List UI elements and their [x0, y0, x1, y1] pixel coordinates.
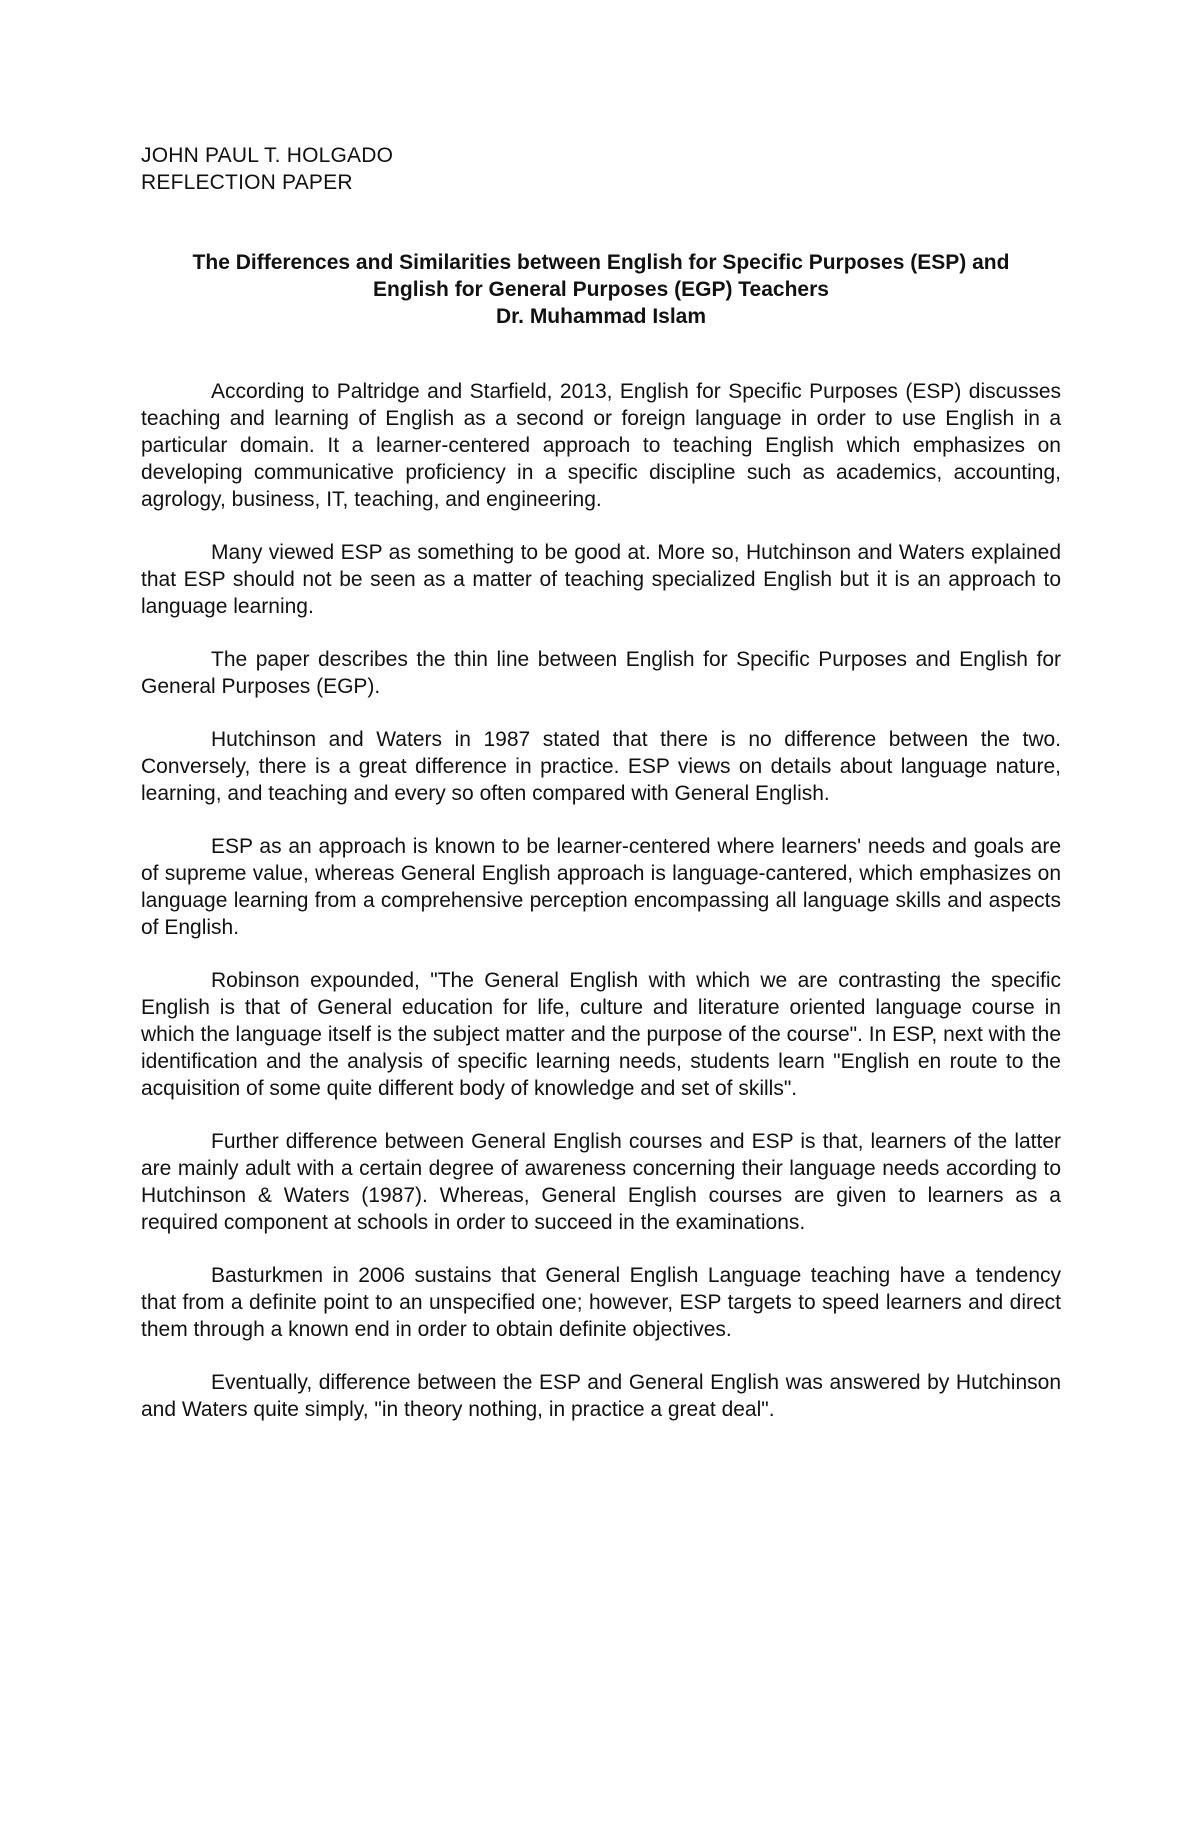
paragraph: Further difference between General English courses and ESP is that, learners of the latter are mainly adult with a certain degree of awareness concerning their language needs according to Hutchinson & Waters (1987). Whereas, General English courses are given to learners as a required component at schools in order to succeed in the examinations. [141, 1130, 1061, 1234]
title-line-2: English for General Purposes (EGP) Teachers [373, 278, 829, 301]
author-name: JOHN PAUL T. HOLGADO [141, 144, 394, 167]
title-author-line: Dr. Muhammad Islam [495, 305, 707, 328]
document-body [141, 378, 1061, 1449]
paragraph: ESP as an approach is known to be learner-centered where learners' needs and goals are of supreme value, whereas General English approach is language-cantered, which emphasizes on language learning from a comprehensive perception encompassing all language skills and aspects of English. [141, 835, 1061, 939]
paragraph: Hutchinson and Waters in 1987 stated that there is no difference between the two. Conversely, there is a great difference in practice. ESP views on details about language nature, learning, and teaching and every so often compared with General English. [141, 728, 1061, 805]
paragraph: Robinson expounded, "The General English with which we are contrasting the specific English is that of General education for life, culture and literature oriented language course in which the language itself is the subject matter and the purpose of the course". In ESP, next with the identification and the analysis of specific learning needs, students learn "English en route to the acquisition of some quite different body of knowledge and set of skills". [141, 969, 1061, 1100]
paragraph: Eventually, difference between the ESP and General English was answered by Hutchinson and Waters quite simply, "in theory nothing, in practice a great deal". [141, 1371, 1061, 1421]
document-type: REFLECTION PAPER [141, 171, 353, 194]
document-header [141, 142, 393, 196]
paragraph: Many viewed ESP as something to be good at. More so, Hutchinson and Waters explained that ESP should not be seen as a matter of teaching specialized English but it is an approach to language learning. [141, 541, 1061, 618]
paragraph: Basturkmen in 2006 sustains that General English Language teaching have a tendency that from a definite point to an unspecified one; however, ESP targets to speed learners and direct them through a known end in order to obtain definite objectives. [141, 1264, 1061, 1341]
paragraph: The paper describes the thin line between English for Specific Purposes and English for General Purposes (EGP). [141, 648, 1061, 698]
paragraph: According to Paltridge and Starfield, 2013, English for Specific Purposes (ESP) discusses teaching and learning of English as a second or foreign language in order to use English in a particular domain. It a learner-centered approach to teaching English which emphasizes on developing communicative proficiency in a specific discipline such as academics, accounting, agrology, business, IT, teaching, and engineering. [141, 380, 1061, 511]
title-line-1: The Differences and Similarities between English for Specific Purposes (ESP) and [192, 251, 1010, 274]
paper-title [141, 249, 1061, 330]
